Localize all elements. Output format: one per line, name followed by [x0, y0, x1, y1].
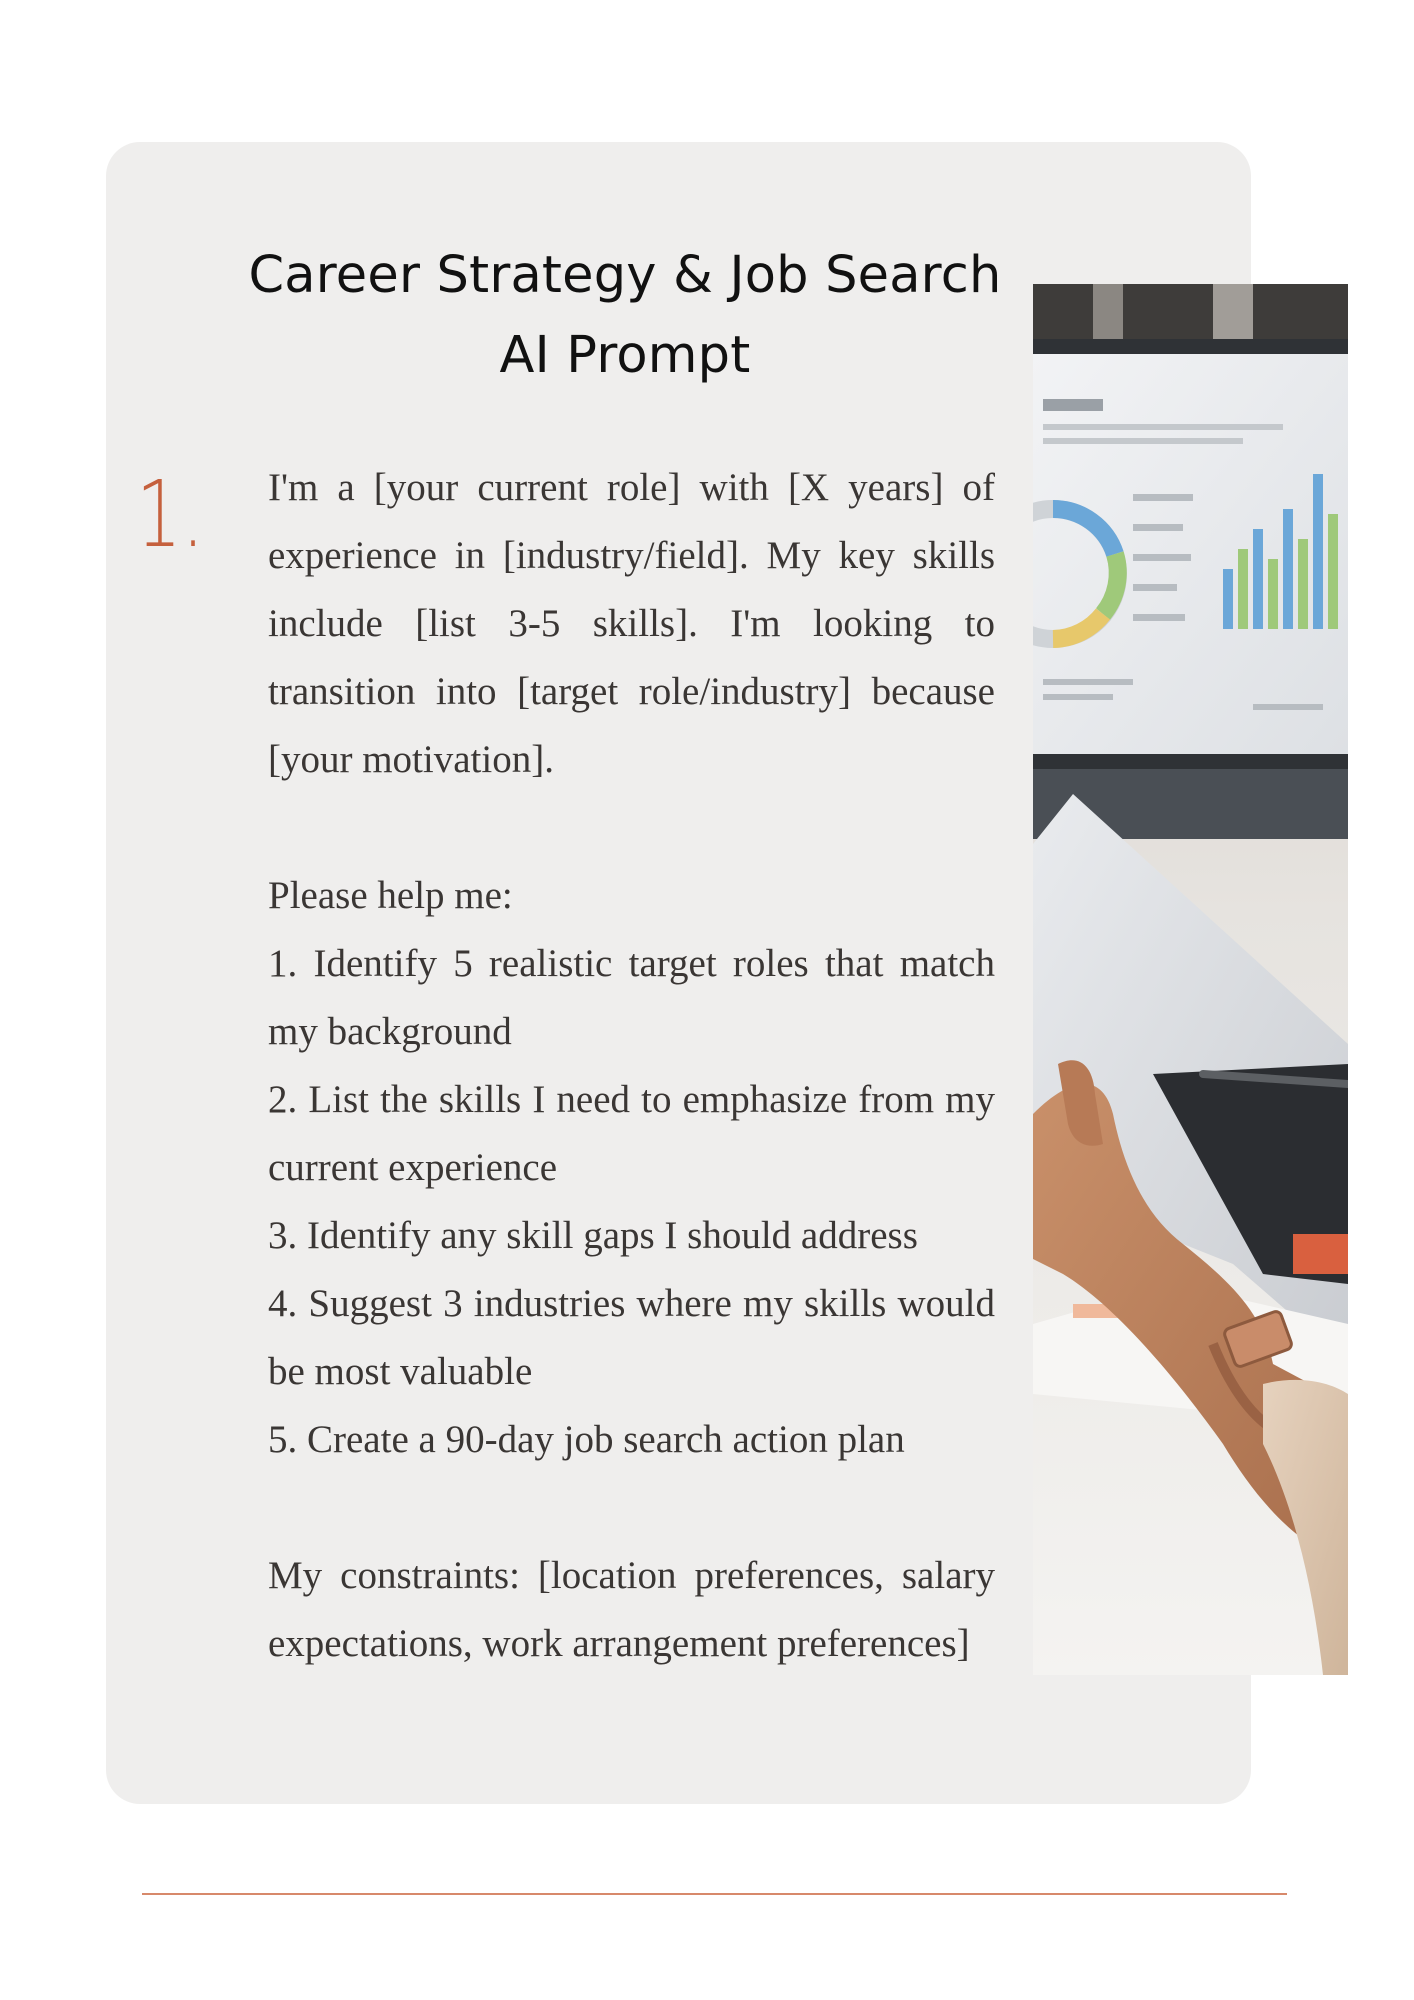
window-frame — [1093, 284, 1123, 344]
photo-illustration — [1033, 284, 1348, 1675]
screen-text-line — [1043, 679, 1133, 685]
spacer — [268, 1474, 995, 1542]
screen-text-line — [1133, 614, 1185, 621]
screen-text-line — [1133, 554, 1191, 561]
laptop-analytics-photo — [1033, 284, 1348, 1675]
prompt-intro: I'm a [your current role] with [X years] of experience in [industry/field]. My key skills include [list 3-5 skills]. I'm looking to transition into [target role/industry] because [your motivation]. — [268, 466, 995, 781]
screen-text-line — [1253, 704, 1323, 710]
footer-divider — [142, 1893, 1287, 1895]
list-item: 3. Identify any skill gaps I should address — [268, 1214, 918, 1257]
page-title: Career Strategy & Job Search AI Prompt — [248, 246, 1002, 385]
screen-bar — [1283, 509, 1293, 629]
spacer — [268, 794, 995, 862]
screen-bar — [1313, 474, 1323, 629]
list-item: 5. Create a 90-day job search action plan — [268, 1418, 905, 1461]
prompt-number: 1. — [136, 461, 205, 568]
screen-text-line — [1043, 424, 1283, 430]
screen-heading — [1043, 399, 1103, 411]
screen-text-line — [1133, 584, 1177, 591]
screen-bar — [1223, 569, 1233, 629]
screen-bar — [1298, 539, 1308, 629]
screen-bar — [1238, 549, 1248, 629]
screen-text-line — [1133, 494, 1193, 501]
screen-text-line — [1043, 694, 1113, 700]
window-frame — [1033, 284, 1348, 344]
prompt-text — [268, 454, 995, 1678]
window-frame — [1213, 284, 1253, 344]
screen-text-line — [1133, 524, 1183, 531]
prompt-request: Please help me: — [268, 874, 513, 917]
screen-bar — [1253, 529, 1263, 629]
screen-bar — [1328, 514, 1338, 629]
list-item: 2. List the skills I need to emphasize from my current experience — [268, 1078, 995, 1189]
screen-text-line — [1043, 438, 1243, 444]
list-item: 1. Identify 5 realistic target roles that match my background — [268, 942, 995, 1053]
list-item: 4. Suggest 3 industries where my skills would be most valuable — [268, 1282, 995, 1393]
prompt-constraints: My constraints: [location preferences, salary expectations, work arrangement preferences] — [268, 1554, 995, 1665]
paper-report-bar — [1293, 1234, 1348, 1274]
screen-bar — [1268, 559, 1278, 629]
